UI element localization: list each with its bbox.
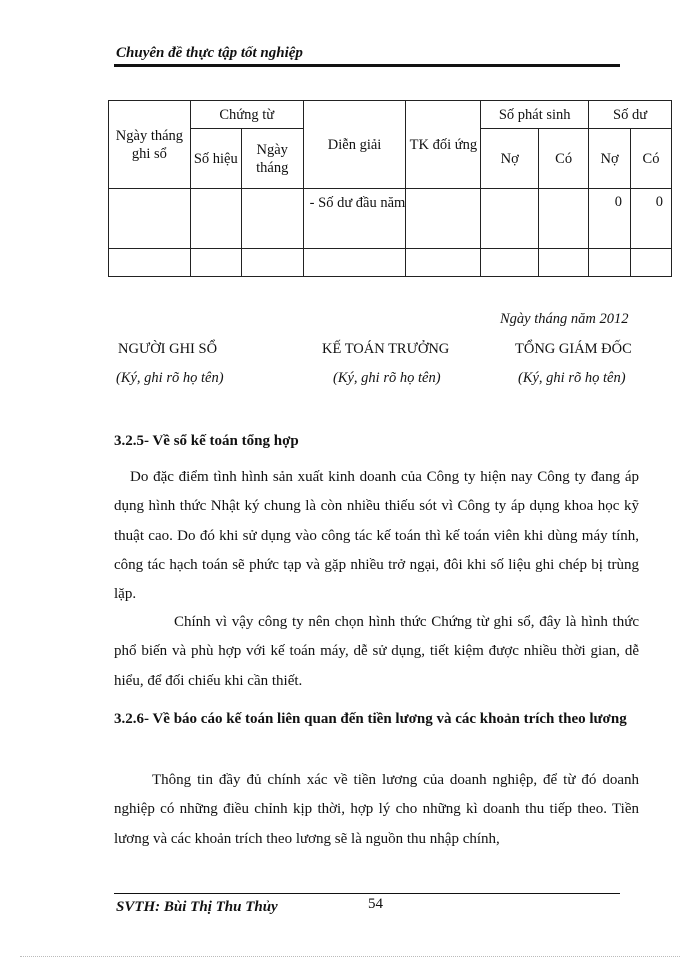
table-cell	[109, 189, 191, 249]
section-326-paragraph-1: Thông tin đầy đủ chính xác về tiền lương của doanh nghiệp, để từ đó doanh nghiệp có những điều chỉnh kịp thời, hợp lý cho những kì doanh thu tiếp theo. Tiền lương và các khoản trích theo lương sẽ là nguồn thu nhập chính,	[114, 772, 639, 847]
table-cell	[539, 189, 589, 249]
col-header-balance-credit: Có	[631, 129, 672, 189]
table-row	[109, 189, 672, 249]
table-cell	[190, 249, 241, 277]
page-bottom-border	[20, 956, 680, 957]
table-row	[109, 249, 672, 277]
col-header-date-label: Ngày tháng ghi sổ	[115, 127, 184, 162]
col-header-arising: Số phát sinh	[481, 101, 589, 129]
table-cell	[303, 249, 406, 277]
document-header-title: Chuyên đề thực tập tốt nghiệp	[116, 45, 303, 61]
footer-author: SVTH: Bùi Thị Thu Thủy	[116, 899, 278, 915]
col-header-account: TK đối ứng	[406, 101, 481, 189]
table-cell	[631, 249, 672, 277]
col-header-voucher-date: Ngày tháng	[241, 129, 303, 189]
table-cell	[241, 189, 303, 249]
header-divider	[114, 64, 620, 67]
recorder-signature-note: (Ký, ghi rõ họ tên)	[116, 370, 224, 386]
director-signature-note: (Ký, ghi rõ họ tên)	[518, 370, 626, 386]
footer-divider	[114, 893, 620, 894]
table-cell	[190, 189, 241, 249]
table-cell	[481, 189, 539, 249]
col-header-arising-credit: Có	[539, 129, 589, 189]
signature-date-line: Ngày tháng năm 2012	[500, 311, 629, 327]
table-cell	[109, 249, 191, 277]
col-header-balance-debit: Nợ	[589, 129, 631, 189]
section-heading-325: 3.2.5- Về sổ kế toán tổng hợp	[114, 433, 299, 449]
col-header-voucher: Chứng từ	[190, 101, 303, 129]
section-325-paragraph-1: Do đặc điểm tình hình sản xuất kinh doanh của Công ty hiện nay Công ty đang áp dụng hình thức Nhật ký chung là còn nhiều thiếu sót vì Công ty áp dụng khoa học kỹ thuật cao. Do đó khi sử dụng vào công tác kế toán thì kế toán viên khi dùng máy tính, công tác hạch toán sẽ phức tạp và gặp nhiều trở ngại, đôi khi số liệu ghi chép bị trùng lặp.	[114, 469, 639, 603]
ledger-table	[108, 100, 672, 277]
section-heading-326: 3.2.6- Về báo cáo kế toán liên quan đến tiền lương và các khoản trích theo lương	[114, 711, 627, 727]
col-header-voucher-no: Số hiệu	[190, 129, 241, 189]
row-opening-balance-description: - Số dư đầu năm	[303, 189, 406, 249]
row-opening-balance-debit: 0	[589, 189, 631, 249]
chief-accountant-title: KẾ TOÁN TRƯỞNG	[322, 341, 450, 357]
table-cell	[539, 249, 589, 277]
recorder-title: NGƯỜI GHI SỔ	[118, 341, 218, 357]
section-325-paragraph-2: Chính vì vậy công ty nên chọn hình thức Chứng từ ghi sổ, đây là hình thức phổ biến và phù hợp với kế toán máy, dễ sử dụng, tiết kiệm được nhiều thời gian, dễ hiểu, để đối chiếu khi cần thiết.	[114, 614, 639, 689]
table-cell	[406, 249, 481, 277]
table-cell	[406, 189, 481, 249]
chief-accountant-signature-note: (Ký, ghi rõ họ tên)	[333, 370, 441, 386]
row-opening-balance-credit: 0	[631, 189, 672, 249]
page-number: 54	[368, 896, 383, 912]
table-cell	[481, 249, 539, 277]
col-header-arising-debit: Nợ	[481, 129, 539, 189]
table-cell	[589, 249, 631, 277]
table-cell	[241, 249, 303, 277]
col-header-description: Diễn giải	[303, 101, 406, 189]
director-title: TỔNG GIÁM ĐỐC	[515, 341, 632, 357]
col-header-date	[109, 101, 191, 189]
col-header-balance: Số dư	[589, 101, 672, 129]
